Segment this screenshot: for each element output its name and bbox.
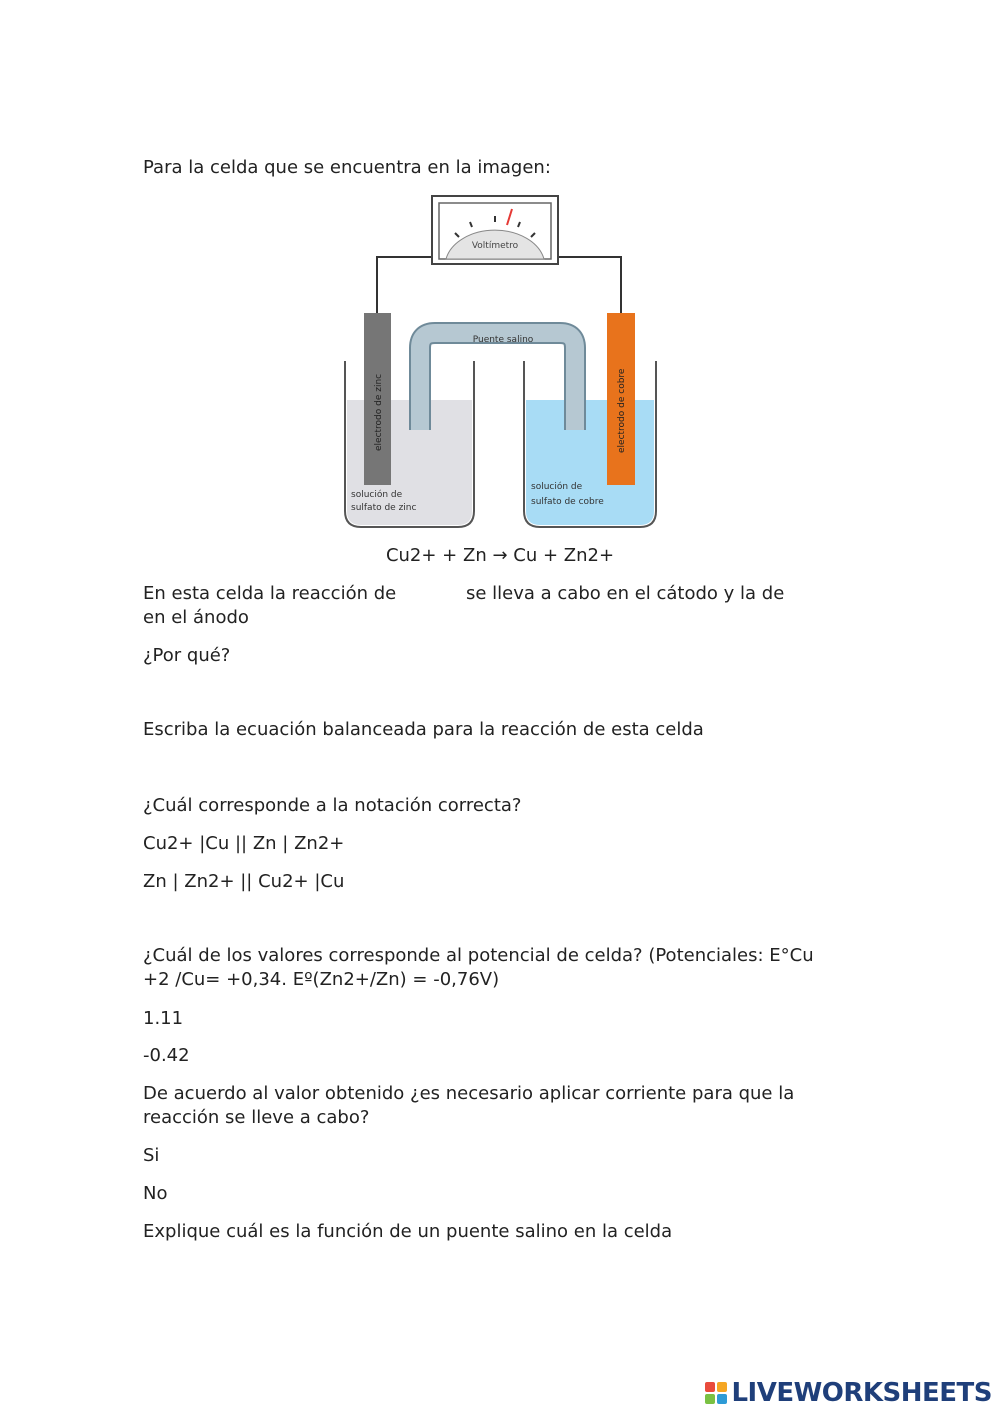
q1-part1: En esta celda la reacción de xyxy=(143,583,397,604)
copper-solution-label-2: sulfato de cobre xyxy=(531,497,604,507)
current-option[interactable]: Si xyxy=(143,1145,160,1166)
salt-bridge-prompt: Explique cuál es la función de un puente salino en la celda xyxy=(143,1221,673,1242)
notation-question: ¿Cuál corresponde a la notación correcta? xyxy=(143,795,522,816)
potential-option[interactable]: 1.11 xyxy=(143,1008,184,1029)
current-option[interactable]: No xyxy=(143,1183,168,1204)
q1-part3: en el ánodo xyxy=(143,607,249,628)
liveworksheets-brand: LIVEWORKSHEETS xyxy=(731,1378,992,1408)
notation-option[interactable]: Cu2+ |Cu || Zn | Zn2+ xyxy=(143,833,345,854)
q1-part2: se lleva a cabo en el cátodo y la de xyxy=(466,583,785,604)
zinc-solution-label-1: solución de xyxy=(351,490,403,500)
liveworksheets-mark-icon xyxy=(705,1382,727,1404)
reaction-equation: Cu2+ + Zn → Cu + Zn2+ xyxy=(385,545,615,566)
zinc-electrode-label: electrodo de zinc xyxy=(374,373,384,451)
notation-option[interactable]: Zn | Zn2+ || Cu2+ |Cu xyxy=(143,871,345,892)
liveworksheets-logo xyxy=(705,1377,992,1409)
intro-text: Para la celda que se encuentra en la imagen: xyxy=(143,157,551,178)
potential-option[interactable]: -0.42 xyxy=(143,1045,190,1066)
voltmeter xyxy=(432,196,558,264)
potential-question-line-1: ¿Cuál de los valores corresponde al potencial de celda? (Potenciales: E°Cu xyxy=(143,945,814,966)
copper-electrode-label: electrodo de cobre xyxy=(617,368,627,453)
current-question-line-2: reacción se lleve a cabo? xyxy=(143,1107,370,1128)
voltmeter-label: Voltímetro xyxy=(471,241,519,251)
copper-solution-label-1: solución de xyxy=(531,482,583,492)
electrochemical-cell-figure xyxy=(342,193,657,530)
potential-question-line-2: +2 /Cu= +0,34. Eº(Zn2+/Zn) = -0,76V) xyxy=(143,969,500,990)
zinc-solution-label-2: sulfato de zinc xyxy=(351,503,417,513)
salt-bridge-label: Puente salino xyxy=(472,335,534,345)
why-question: ¿Por qué? xyxy=(143,645,231,666)
current-question-line-1: De acuerdo al valor obtenido ¿es necesario aplicar corriente para que la xyxy=(143,1083,795,1104)
balanced-equation-prompt: Escriba la ecuación balanceada para la reacción de esta celda xyxy=(143,719,704,740)
